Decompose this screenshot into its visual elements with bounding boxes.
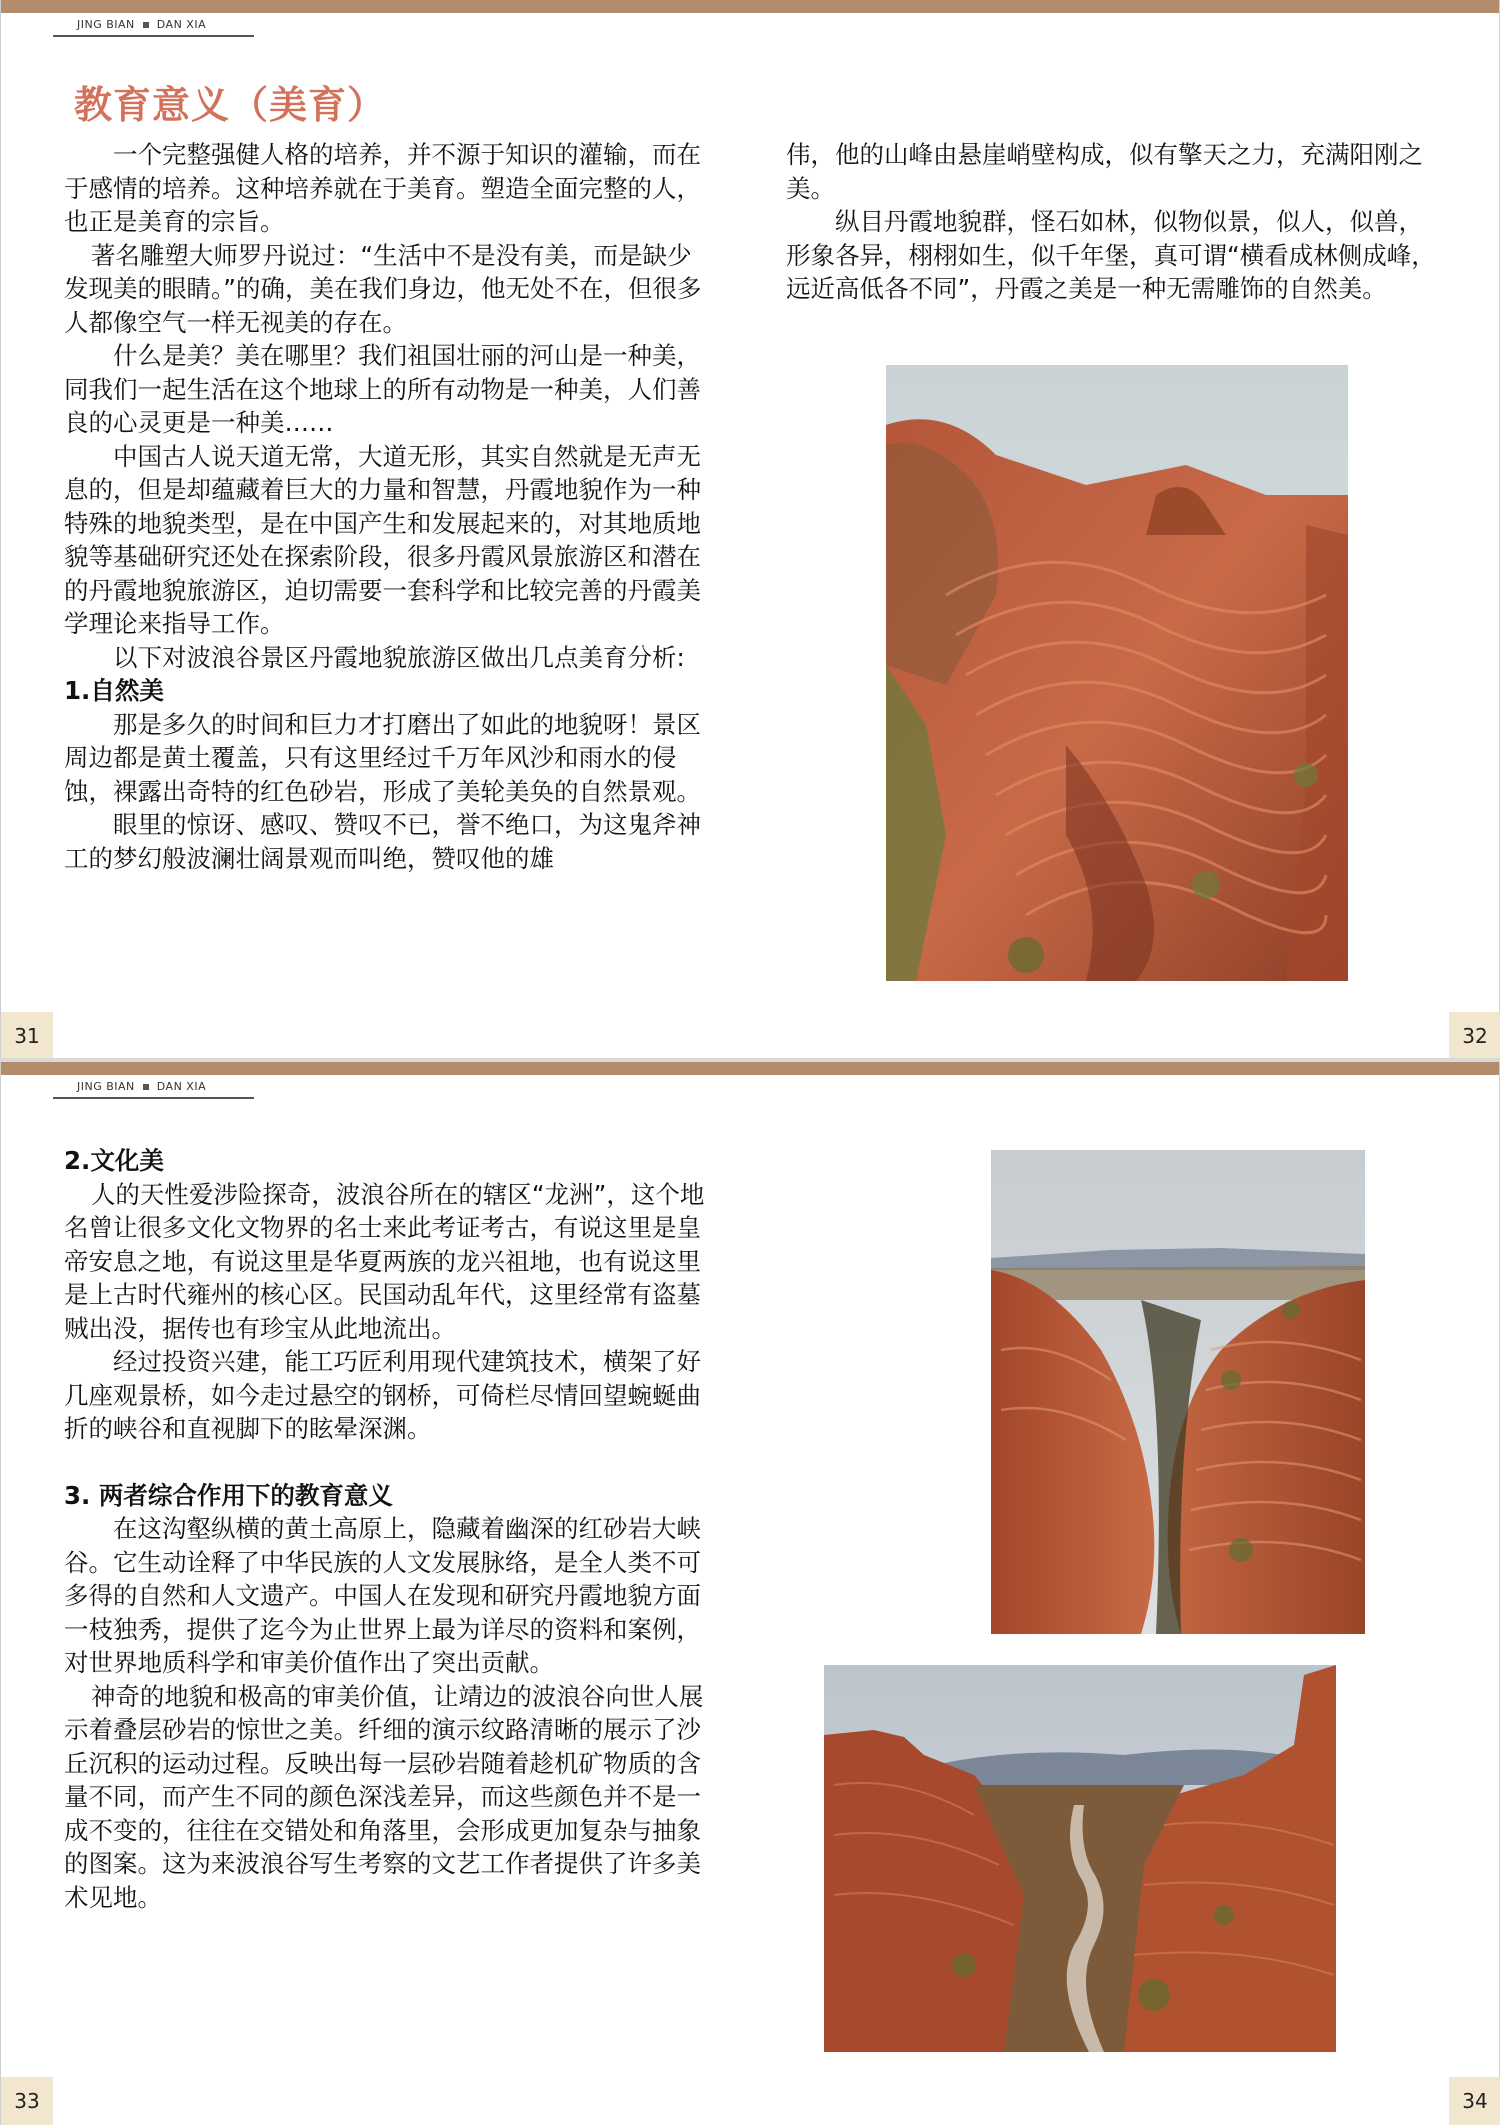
paragraph: 以下对波浪谷景区丹霞地貌旅游区做出几点美育分析: [113,642,685,672]
page-number-32: 32 [1449,1012,1500,1060]
paragraph: 著名雕塑大师罗丹说过：“生活中不是没有美，而是缺少发现美的眼睛。”的确，美在我们身边，他无处不在，但很多人都像空气一样无视美的存在。 [64,240,702,337]
right-column-text [786,138,1438,306]
paragraph: 神奇的地貌和极高的审美价值，让靖边的波浪谷向世人展示着叠层砂岩的惊世之美。纤细的演示纹路清晰的展示了沙丘沉积的运动过程。反映出每一层砂岩随着趁机矿物质的含量不同，而产生不同的颜色深浅差异，而这些颜色并不是一成不变的，往往在交错处和角落里，会形成更加复杂与抽象的图案。这为来波浪谷写生考察的文艺工作者提供了许多美术见地。 [64,1681,704,1912]
paragraph: 伟，他的山峰由悬崖峭壁构成，似有擎天之力，充满阳刚之美。 [786,140,1423,203]
spread-pages-33-34 [0,1062,1500,2125]
square-bullet-icon [143,1084,149,1090]
paragraph: 纵目丹霞地貌群，怪石如林，似物似景，似人，似兽，形象各异，栩栩如生，似千年堡，真可谓“横看成林侧成峰，远近高低各不同”，丹霞之美是一种无需雕饰的自然美。 [786,207,1436,303]
left-column-text [64,138,716,875]
section-heading-cultural-beauty: 2.文化美 [64,1146,164,1175]
running-header-right: DAN XIA [156,1080,207,1093]
page-number-33: 33 [1,2077,53,2125]
running-header-left: JING BIAN [77,18,135,31]
running-header [77,1080,206,1093]
top-accent-bar [1,0,1499,13]
paragraph: 在这沟壑纵横的黄土高原上，隐藏着幽深的红砂岩大峡谷。它生动诠释了中华民族的人文发展脉络，是全人类不可多得的自然和人文遗产。中国人在发现和研究丹霞地貌方面一枝独秀，提供了迄今为止世界上最为详尽的资料和案例，对世界地质科学和审美价值作出了突出贡献。 [64,1514,701,1677]
section-heading-combined-education: 3. 两者综合作用下的教育意义 [64,1480,393,1510]
photo-canyon-river [824,1665,1336,2052]
paragraph: 一个完整强健人格的培养，并不源于知识的灌输，而在于感情的培养。这种培养就在于美育。塑造全面完整的人，也正是美育的宗旨。 [64,140,701,236]
left-column-text [64,1144,716,1914]
paragraph: 中国古人说天道无常，大道无形，其实自然就是无声无息的，但是却蕴藏着巨大的力量和智慧，丹霞地貌作为一种特殊的地貌类型，是在中国产生和发展起来的，对其地质地貌等基础研究还处在探索阶段，很多丹霞风景旅游区和潜在的丹霞地貌旅游区，迫切需要一套科学和比较完善的丹霞美学理论来指导工作。 [64,441,701,638]
square-bullet-icon [143,22,149,28]
running-header-right: DAN XIA [156,18,207,31]
paragraph: 经过投资兴建，能工巧匠利用现代建筑技术，横架了好几座观景桥，如今走过悬空的钢桥，可倚栏尽情回望蜿蜒曲折的峡谷和直视脚下的眩晕深渊。 [64,1347,701,1443]
top-accent-bar [1,1062,1499,1075]
running-header [77,18,206,31]
running-header-rule [53,35,254,37]
paragraph: 眼里的惊讶、感叹、赞叹不已，誉不绝口，为这鬼斧神工的梦幻般波澜壮阔景观而叫绝，赞叹他的雄 [64,810,701,873]
page-title: 教育意义（美育） [74,83,387,127]
section-heading-natural-beauty: 1.自然美 [64,676,164,705]
photo-wave-valley-sandstone [886,365,1348,981]
page-number-31: 31 [1,1012,53,1060]
paragraph: 人的天性爱涉险探奇，波浪谷所在的辖区“龙洲”，这个地名曾让很多文化文物界的名士来此考证考古，有说这里是皇帝安息之地，有说这里是华夏两族的龙兴祖地，也有说这里是上古时代雍州的核心区。民国动乱年代，这里经常有盗墓贼出没，据传也有珍宝从此地流出。 [64,1179,705,1343]
spread-pages-31-32 [0,0,1500,1062]
running-header-rule [53,1097,254,1099]
running-header-left: JING BIAN [77,1080,135,1093]
paragraph: 什么是美？美在哪里？我们祖国壮丽的河山是一种美，同我们一起生活在这个地球上的所有动物是一种美，人们善良的心灵更是一种美…… [64,341,701,437]
paragraph: 那是多久的时间和巨力才打磨出了如此的地貌呀！景区周边都是黄土覆盖，只有这里经过千万年风沙和雨水的侵蚀，裸露出奇特的红色砂岩，形成了美轮美奂的自然景观。 [64,709,701,806]
photo-canyon-gorge [991,1150,1365,1634]
page-number-34: 34 [1449,2077,1500,2125]
